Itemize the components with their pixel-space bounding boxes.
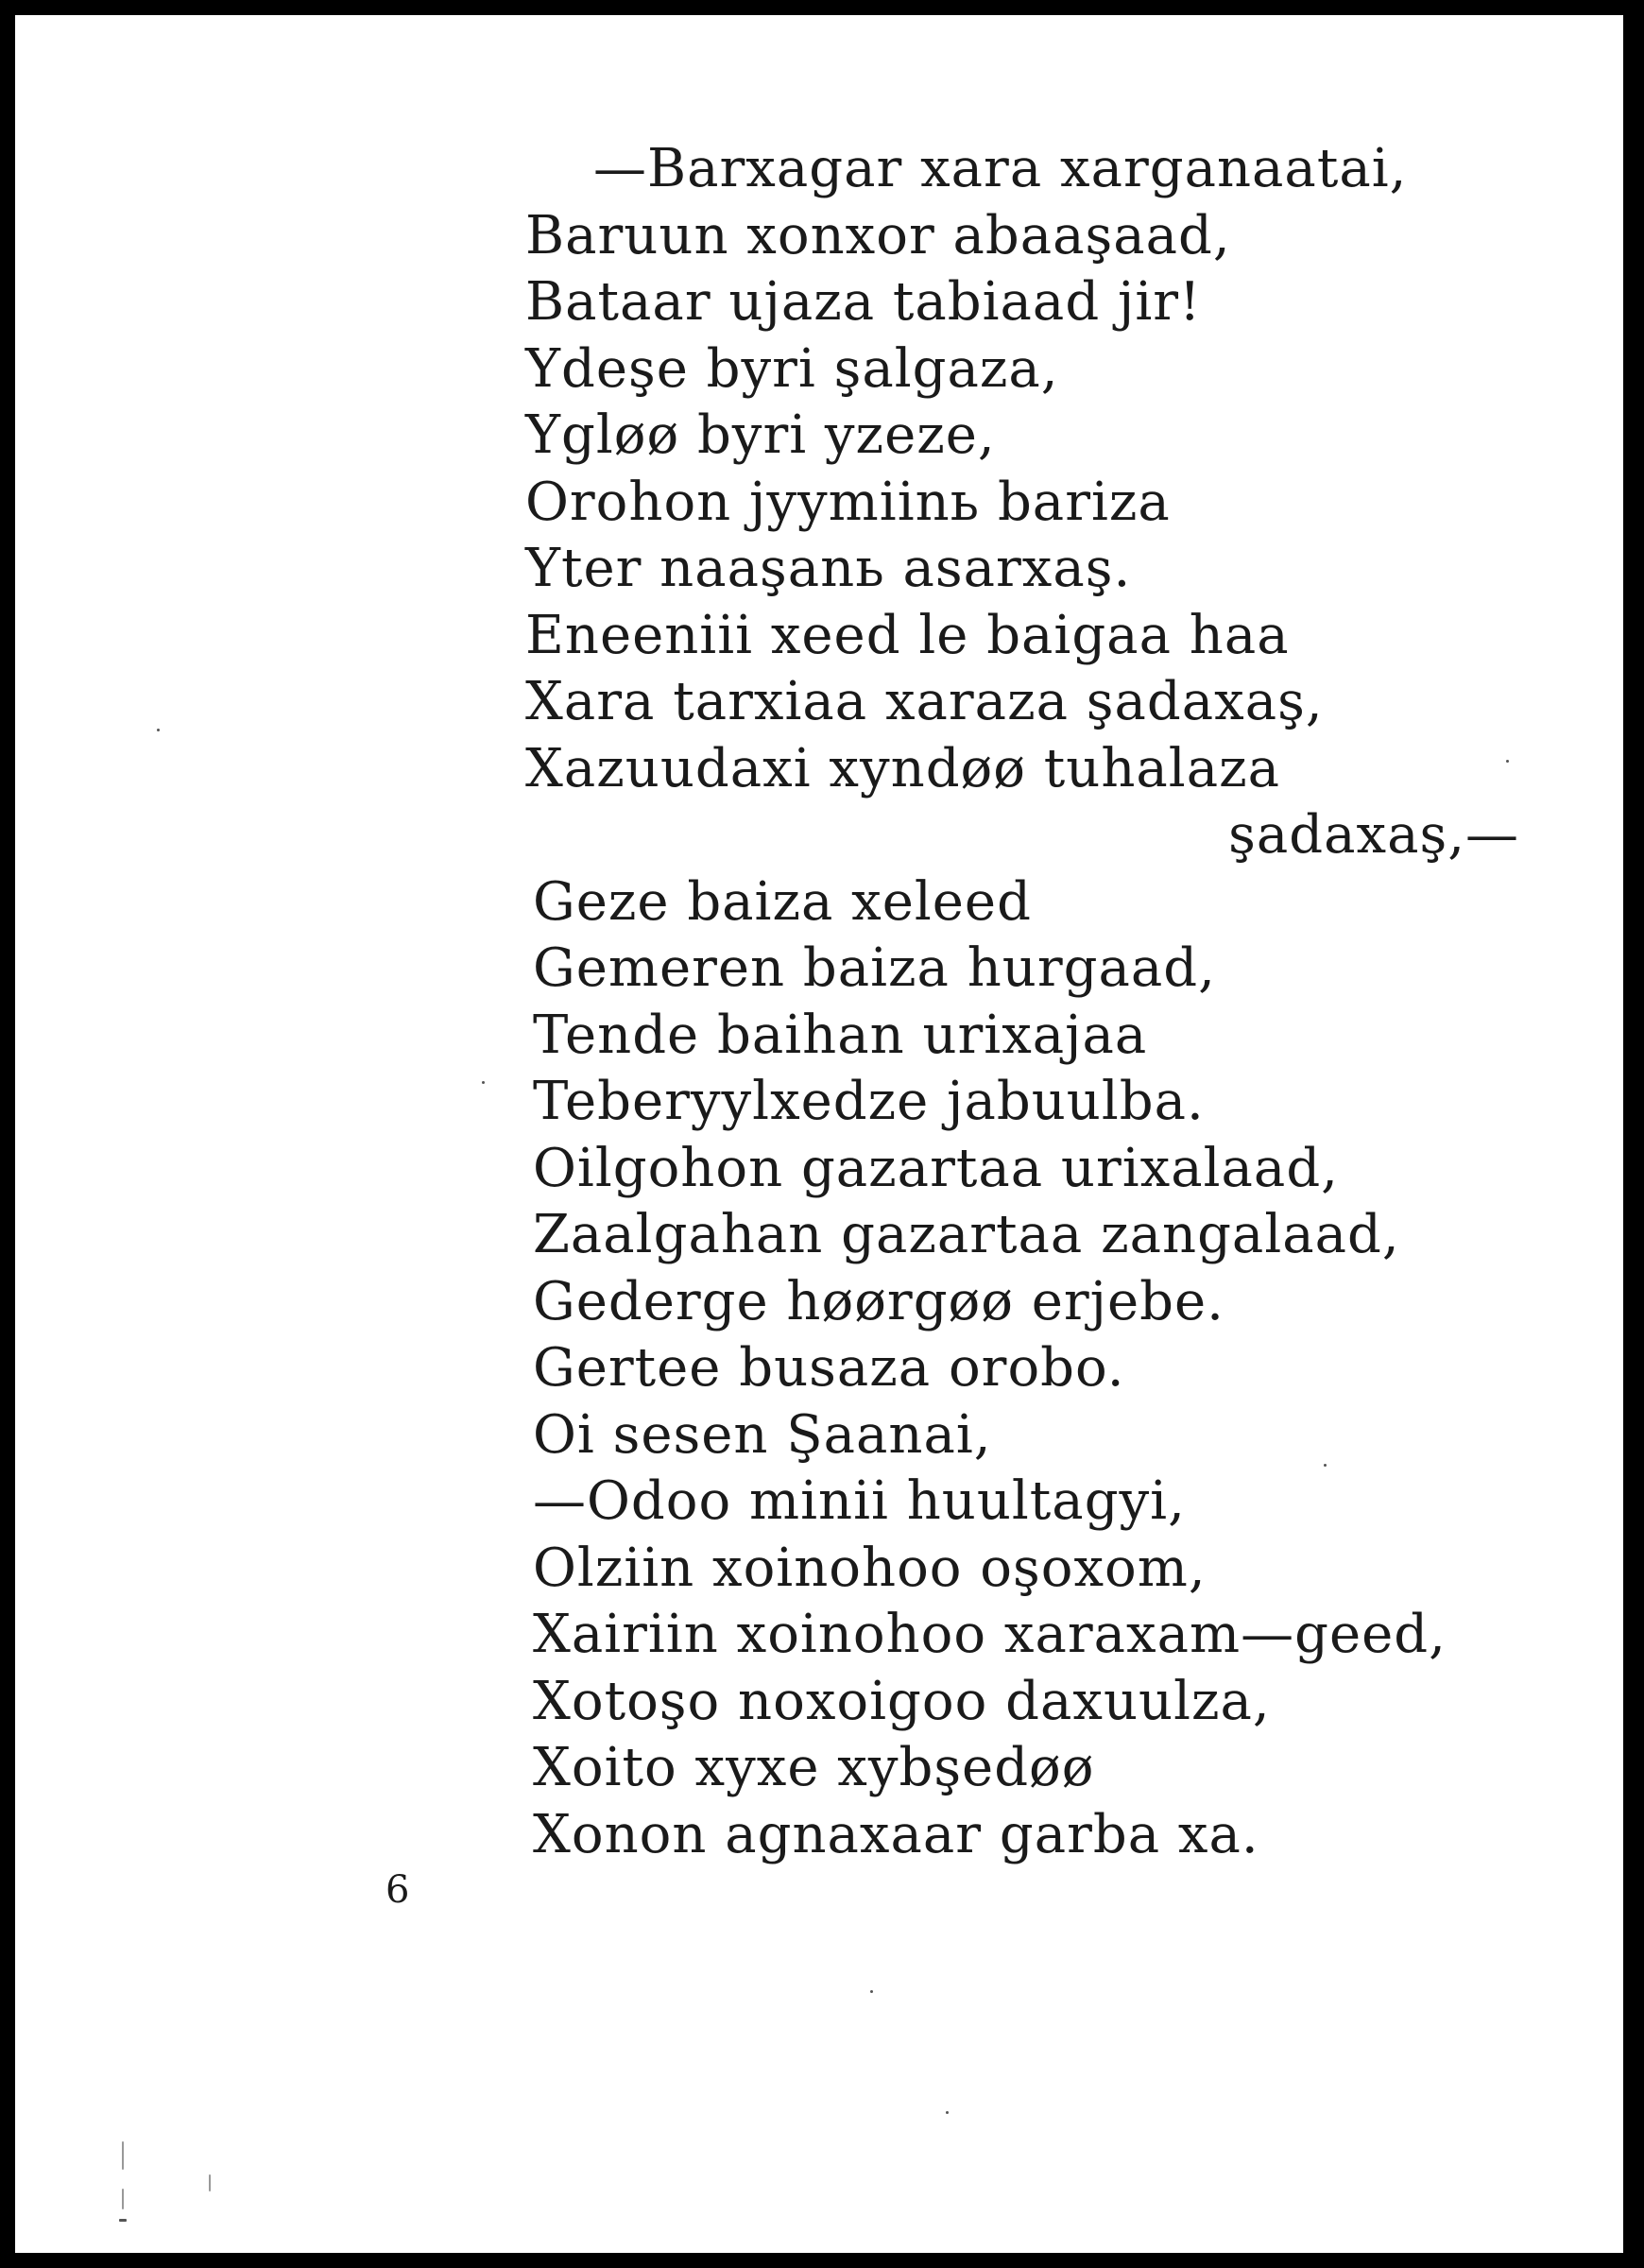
scan-speck [157, 729, 160, 731]
poem-line: Gemeren baiza hurgaad, [533, 937, 1216, 999]
poem-line: Xonon agnaxaar garba xa. [533, 1803, 1259, 1865]
poem-line: Yter naaşanь asarxaş. [525, 538, 1132, 599]
poem-line: Tende baihan urixajaa [533, 1004, 1148, 1066]
poem-line: Orohon jyymiinь bariza [525, 471, 1171, 533]
poem-line: Ydeşe byri şalgaza, [525, 337, 1059, 400]
poem-line: Oilgohon gazartaa urixalaad, [533, 1137, 1339, 1199]
poem-line-runover: şadaxaş,— [1228, 804, 1519, 866]
poem-line: Xotoşo noxoigoo daxuulza, [533, 1670, 1271, 1732]
poem-line: Gederge høørgøø erjebe. [533, 1270, 1224, 1332]
scan-speck [122, 2189, 124, 2209]
page-number: 6 [385, 1868, 410, 1912]
poem-line: Oi sesen Şaanai, [533, 1403, 992, 1466]
scan-speck [122, 2141, 124, 2170]
poem-text [525, 136, 1546, 1868]
scan-speck [482, 1081, 485, 1084]
poem-line: Bataar ujaza tabiaad jir! [525, 271, 1202, 333]
poem-line: Xairiin xoinohoo xaraxam—geed, [533, 1604, 1447, 1665]
poem-line: Olziin xoinohoo oşoxom, [533, 1537, 1207, 1599]
scan-speck [1506, 760, 1509, 763]
poem-line: Xoito xyxe xybşedøø [533, 1737, 1095, 1798]
poem-line: Eneeniii xeed le baigaa haa [525, 604, 1290, 666]
scan-speck [209, 2174, 211, 2191]
poem-line: Geze baiza xeleed [533, 870, 1032, 933]
poem-line: Ygløø byri yzeze, [525, 404, 996, 466]
poem-line: —Barxagar xara xarganaatai, [593, 138, 1408, 199]
poem-line: Xara tarxiaa xaraza şadaxaş, [525, 671, 1324, 732]
poem-line: Baruun xonxor abaaşaad, [525, 204, 1231, 266]
scan-speck [946, 2111, 949, 2114]
scan-speck [870, 1990, 873, 1993]
poem-line: —Odoo minii huultagyi, [533, 1470, 1186, 1532]
poem-line: Zaalgahan gazartaa zangalaad, [533, 1204, 1400, 1265]
poem-line: Xazuudaxi xyndøø tuhalaza [525, 737, 1280, 799]
scan-speck [1324, 1464, 1327, 1467]
poem-line: Teberyylxedze jabuulba. [533, 1071, 1205, 1132]
scan-speck [119, 2219, 127, 2222]
poem-line: Gertee busaza orobo. [533, 1337, 1125, 1399]
